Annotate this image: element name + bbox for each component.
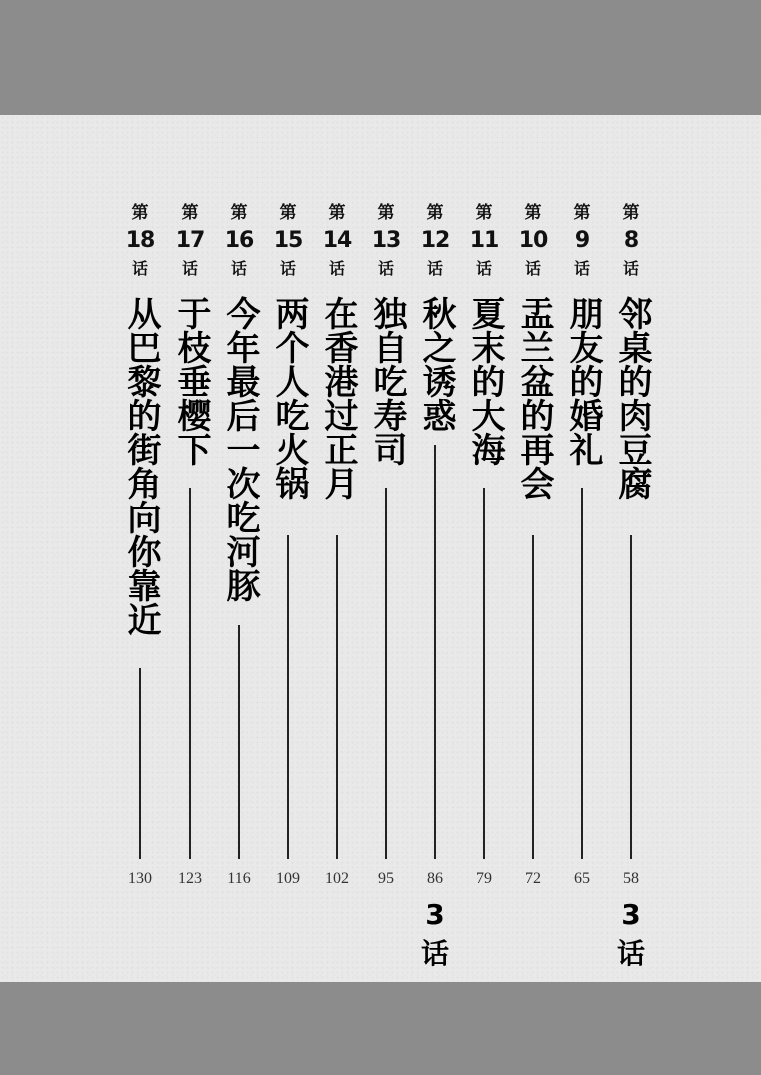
chapter-title: 从巴黎的街角向你靠近 (121, 296, 161, 636)
leader-line (189, 488, 191, 859)
leader-line (532, 535, 534, 859)
episode-prefix: 第 (131, 203, 149, 223)
toc-entry-10[interactable] (510, 0, 556, 1075)
episode-suffix: 话 (475, 259, 492, 278)
toc-entry-12[interactable] (412, 0, 458, 1075)
episode-number: 14 (322, 228, 352, 253)
episode-number: 17 (175, 228, 205, 253)
toc-entry-17[interactable] (167, 0, 213, 1075)
episode-prefix: 第 (377, 203, 395, 223)
chapter-title: 今年最后一次吃河豚 (220, 296, 260, 602)
page-number: 72 (525, 870, 541, 887)
episode-number: 13 (371, 228, 401, 253)
episode-suffix: 话 (377, 259, 394, 278)
episode-number: 18 (125, 228, 155, 253)
episode-count-suffix: 话 (420, 937, 449, 970)
leader-line (434, 445, 436, 859)
leader-line (139, 668, 141, 859)
episode-suffix: 话 (279, 259, 296, 278)
page-number: 65 (574, 870, 590, 887)
episode-prefix: 第 (328, 203, 346, 223)
leader-line (385, 488, 387, 859)
episode-suffix: 话 (328, 259, 345, 278)
chapter-title: 于枝垂樱下 (171, 296, 211, 466)
chapter-title: 朋友的婚礼 (563, 296, 603, 466)
episode-suffix: 话 (622, 259, 639, 278)
page-number: 130 (128, 870, 152, 887)
episode-prefix: 第 (230, 203, 248, 223)
toc-entry-16[interactable] (216, 0, 262, 1075)
episode-suffix: 话 (573, 259, 590, 278)
episode-number: 10 (518, 228, 548, 253)
leader-line (483, 488, 485, 859)
episode-suffix: 话 (524, 259, 541, 278)
chapter-title: 两个人吃火锅 (269, 296, 309, 500)
episode-prefix: 第 (475, 203, 493, 223)
page-number: 58 (623, 870, 639, 887)
page-number: 109 (276, 870, 300, 887)
toc-entry-13[interactable] (363, 0, 409, 1075)
episode-suffix: 话 (181, 259, 198, 278)
leader-line (287, 535, 289, 859)
leader-line (581, 488, 583, 859)
toc-entry-8[interactable] (608, 0, 654, 1075)
episode-prefix: 第 (622, 203, 640, 223)
episode-number: 9 (574, 228, 590, 253)
episode-prefix: 第 (524, 203, 542, 223)
page-number: 79 (476, 870, 492, 887)
leader-line (336, 535, 338, 859)
episode-prefix: 第 (426, 203, 444, 223)
toc-entry-11[interactable] (461, 0, 507, 1075)
toc-entry-15[interactable] (265, 0, 311, 1075)
chapter-title: 邻桌的肉豆腐 (612, 296, 652, 500)
page-number: 95 (378, 870, 394, 887)
episode-prefix: 第 (279, 203, 297, 223)
chapter-title: 独自吃寿司 (367, 296, 407, 466)
page-number: 116 (227, 870, 251, 887)
episode-number: 8 (623, 228, 639, 253)
episode-count-number: 3 (621, 898, 641, 931)
page-number: 123 (178, 870, 202, 887)
chapter-title: 夏末的大海 (465, 296, 505, 466)
toc-entry-14[interactable] (314, 0, 360, 1075)
leader-line (630, 535, 632, 859)
toc-entry-9[interactable] (559, 0, 605, 1075)
episode-number: 15 (273, 228, 303, 253)
episode-number: 11 (469, 228, 499, 253)
episode-suffix: 话 (426, 259, 443, 278)
page-number: 102 (325, 870, 349, 887)
page-number: 86 (427, 870, 443, 887)
episode-suffix: 话 (131, 259, 148, 278)
toc-entry-18[interactable] (117, 0, 163, 1075)
chapter-title: 盂兰盆的再会 (514, 296, 554, 500)
episode-number: 16 (224, 228, 254, 253)
chapter-title: 在香港过正月 (318, 296, 358, 500)
episode-count-number: 3 (425, 898, 445, 931)
episode-prefix: 第 (181, 203, 199, 223)
leader-line (238, 625, 240, 859)
episode-count-suffix: 话 (616, 937, 645, 970)
chapter-title: 秋之诱惑 (416, 296, 456, 432)
episode-prefix: 第 (573, 203, 591, 223)
episode-suffix: 话 (230, 259, 247, 278)
episode-number: 12 (420, 228, 450, 253)
